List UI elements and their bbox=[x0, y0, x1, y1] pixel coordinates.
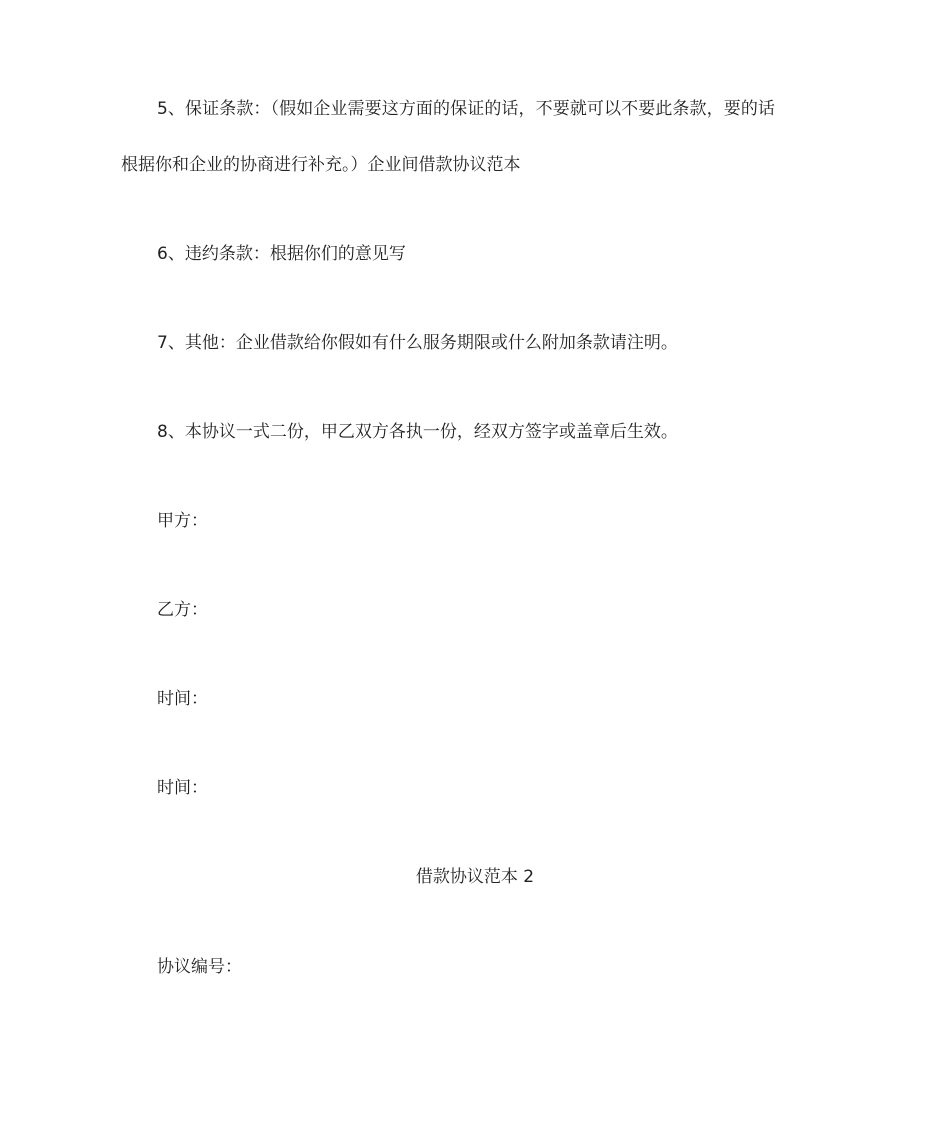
clause-6-text: 6、违约条款：根据你们的意见写 bbox=[157, 244, 406, 264]
clause-8-text: 8、本协议一式二份，甲乙双方各执一份，经双方签字或盖章后生效。 bbox=[157, 422, 678, 442]
agreement-number-label: 协议编号： bbox=[157, 957, 242, 977]
section-title: 借款协议范本 2 bbox=[415, 867, 535, 887]
time-label-1: 时间： bbox=[157, 689, 208, 709]
clause-7-text: 7、其他：企业借款给你假如有什么服务期限或什么附加条款请注明。 bbox=[157, 333, 678, 353]
party-b-label: 乙方： bbox=[157, 600, 208, 620]
party-a-label: 甲方： bbox=[157, 511, 208, 531]
time-label-2: 时间： bbox=[157, 778, 208, 798]
clause-5-text-line-1: 5、保证条款：（假如企业需要这方面的保证的话，不要就可以不要此条款，要的话 bbox=[157, 99, 776, 119]
clause-5-text-line-2: 根据你和企业的协商进行补充。）企业间借款协议范本 bbox=[121, 155, 521, 175]
